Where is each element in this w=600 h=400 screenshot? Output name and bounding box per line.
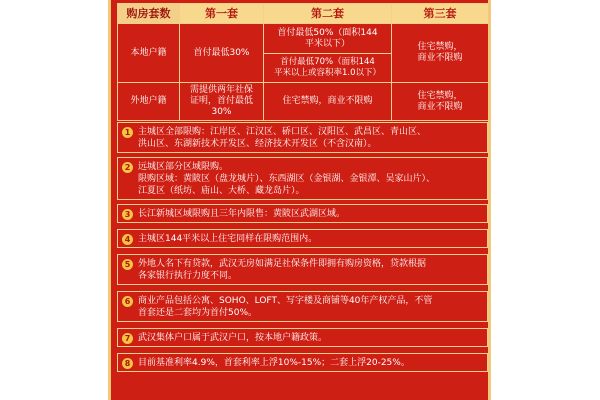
note-text xyxy=(138,208,483,220)
cell-text-line: 平米以上或容积率1.0以下） xyxy=(273,68,382,78)
note-line: 武汉集体户口属于武汉户口，按本地户籍政策。 xyxy=(138,333,328,343)
policy-notes xyxy=(117,122,488,376)
cell-local-second-a xyxy=(264,24,392,54)
note-line: 首套还是二套均为首付50%。 xyxy=(138,308,258,318)
cell-local-second-b xyxy=(264,54,392,83)
note-line: 主城区全部限购：江岸区、江汉区、硚口区、汉阳区、武昌区、青山区、 xyxy=(138,127,427,137)
cell-text-line: 平米以下） xyxy=(304,38,350,49)
note-text xyxy=(138,357,483,369)
number-badge-icon: 5 xyxy=(122,259,133,270)
cell-local-first: 首付最低30% xyxy=(180,24,264,83)
note-line: 商业产品包括公寓、SOHO、LOFT、写字楼及商铺等40年产权产品，不管 xyxy=(138,296,433,306)
cell-local-third xyxy=(392,24,489,83)
note-item-2 xyxy=(117,157,488,200)
note-line: 主城区144平米以上住宅同样在限购范围内。 xyxy=(138,234,318,244)
cell-nonlocal-first xyxy=(180,83,264,121)
cell-nonlocal-third xyxy=(392,83,489,121)
cell-text-line: 首付最低70%（面积144 xyxy=(280,57,375,67)
note-line: 各家银行执行力度不同。 xyxy=(138,271,238,281)
note-text xyxy=(138,258,483,282)
policy-poster xyxy=(108,0,491,400)
row-label-local: 本地户籍 xyxy=(118,24,180,83)
number-badge-icon: 2 xyxy=(122,162,133,173)
table-row-local-a xyxy=(118,24,489,54)
note-item-6 xyxy=(117,291,488,322)
header-third-home: 第三套 xyxy=(392,4,489,24)
note-line: 洪山区、东湖新技术开发区、经济技术开发区（不含汉南）。 xyxy=(138,139,377,149)
note-text xyxy=(138,233,483,245)
header-second-home: 第二套 xyxy=(264,4,392,24)
cell-text-line: 首付最低50%（面积144 xyxy=(277,27,378,38)
note-item-4 xyxy=(117,229,488,248)
note-item-8 xyxy=(117,353,488,372)
table-header-row xyxy=(118,4,489,24)
note-text xyxy=(138,161,483,197)
note-item-5 xyxy=(117,254,488,285)
number-badge-icon: 1 xyxy=(122,127,133,138)
note-line: 目前基准利率4.9%，首套利率上浮10%-15%；二套上浮20-25%。 xyxy=(138,358,410,368)
cell-text-line: 需提供两年社保 xyxy=(189,85,253,95)
number-badge-icon: 7 xyxy=(122,333,133,344)
note-item-1 xyxy=(117,122,488,153)
note-line: 长江新城区域限购且三年内限售：黄陂区武湖区域。 xyxy=(138,209,346,219)
note-text xyxy=(138,295,483,319)
cell-text-line: 商业不限购 xyxy=(417,53,463,63)
cell-text-line: 住宅禁购， xyxy=(417,42,463,52)
cell-text-line: 30% xyxy=(211,107,232,117)
header-first-home: 第一套 xyxy=(180,4,264,24)
cell-nonlocal-second: 住宅禁购，商业不限购 xyxy=(264,83,392,121)
number-badge-icon: 6 xyxy=(122,296,133,307)
note-text xyxy=(138,126,483,150)
purchase-policy-table xyxy=(117,3,489,121)
table-row-nonlocal xyxy=(118,83,489,121)
note-line: 江夏区（纸坊、庙山、大桥、藏龙岛片）。 xyxy=(138,186,305,196)
number-badge-icon: 8 xyxy=(122,358,133,369)
cell-text-line: 证明，首付最低 xyxy=(189,96,253,106)
note-line: 外地人名下有贷款，武汉无房如满足社保条件即拥有购房资格，贷款根据 xyxy=(138,259,427,269)
header-purchase-count: 购房套数 xyxy=(118,4,180,24)
note-item-3 xyxy=(117,204,488,223)
note-line: 远城区部分区域限购。 xyxy=(138,162,229,172)
cell-text-line: 住宅禁购， xyxy=(417,90,463,101)
note-text xyxy=(138,332,483,344)
number-badge-icon: 4 xyxy=(122,234,133,245)
row-label-nonlocal: 外地户籍 xyxy=(118,83,180,121)
note-item-7 xyxy=(117,328,488,347)
cell-text-line: 商业不限购 xyxy=(417,101,463,112)
number-badge-icon: 3 xyxy=(122,209,133,220)
note-line: 限购区域：黄陂区（盘龙城片）、东西湖区（金银湖、金银潭、吴家山片）、 xyxy=(138,174,436,184)
